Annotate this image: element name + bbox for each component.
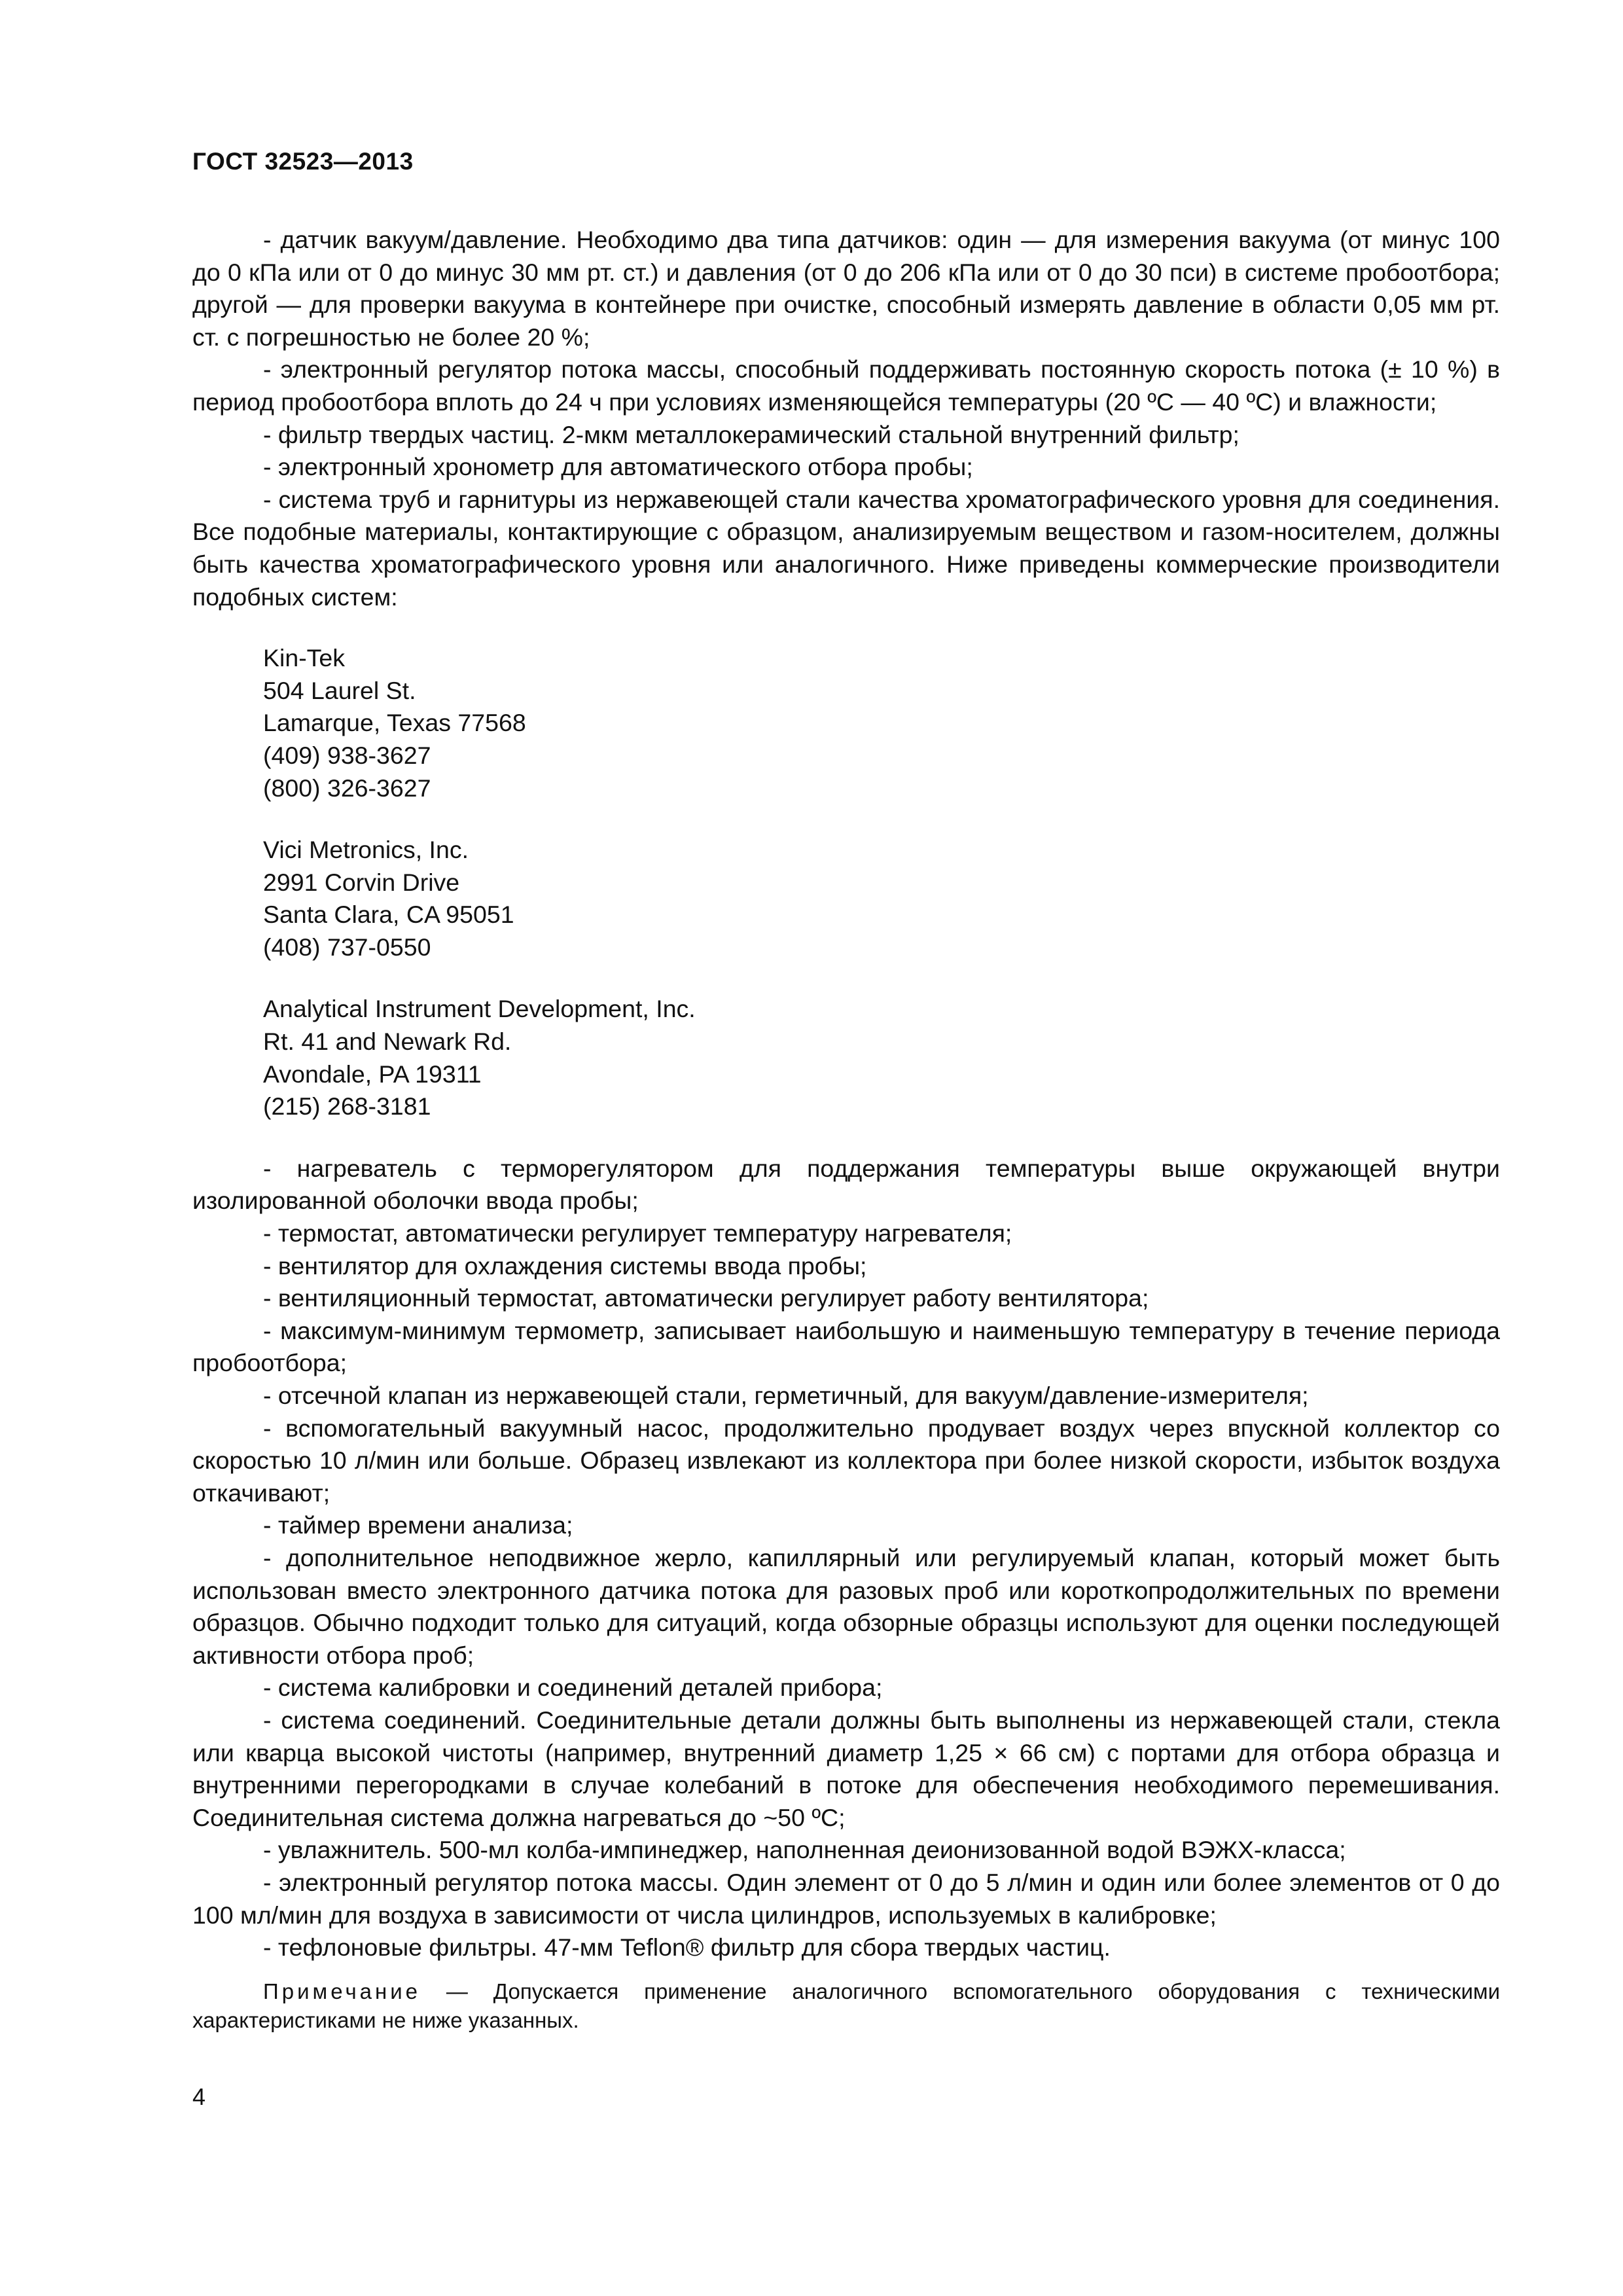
equipment-list-part-2	[192, 1153, 1500, 1964]
list-item: - отсечной клапан из нержавеющей стали, герметичный, для вакуум/давление-измерителя;	[263, 1382, 1309, 1409]
list-item: - система труб и гарнитуры из нержавеющей стали качества хроматографического уровня для соединения. Все подобные материалы, контактирующие с образцом, анализируемым веществом и газом-носителем, должны быть качества хроматографического уровня или аналогичного. Ниже приведены коммерческие производители подобных систем:	[192, 485, 1500, 611]
manufacturer-addresses	[263, 642, 1500, 1123]
list-item: - электронный хронометр для автоматического отбора пробы;	[263, 453, 973, 481]
list-item: - электронный регулятор потока массы. Один элемент от 0 до 5 л/мин и один или более элементов от 0 до 100 мл/мин для воздуха в зависимости от числа цилиндров, используемых в калибровке;	[192, 1868, 1500, 1929]
note-paragraph	[192, 1977, 1500, 2035]
list-item: - тефлоновые фильтры. 47-мм Teflon® фильтр для сбора твердых частиц.	[263, 1933, 1111, 1962]
address-line: Avondale, PA 19311	[263, 1060, 482, 1088]
address-line: 504 Laurel St.	[263, 676, 416, 704]
manufacturer-address	[263, 993, 1500, 1122]
manufacturer-name: Kin-Tek	[263, 644, 346, 672]
list-item: - дополнительное неподвижное жерло, капиллярный или регулируемый клапан, который может быть использован вместо электронного датчика потока для разовых проб или короткопродолжительных по времени образцов. Обычно подходит только для ситуаций, когда обзорные образцы используют для оценки последующей активности отбора проб;	[192, 1543, 1500, 1669]
list-item: - вспомогательный вакуумный насос, продолжительно продувает воздух через впускной коллектор со скоростью 10 л/мин или больше. Образец извлекают из коллектора при более низкой скорости, избыток воздуха откачивают;	[192, 1414, 1500, 1507]
list-item: - термостат, автоматически регулирует температуру нагревателя;	[263, 1219, 1012, 1247]
list-item: - увлажнитель. 500-мл колба-импинеджер, наполненная деионизованной водой ВЭЖХ-класса;	[263, 1836, 1346, 1864]
phone-number: (215) 268-3181	[263, 1092, 431, 1121]
standard-code-header: ГОСТ 32523—2013	[192, 148, 414, 175]
list-item: - таймер времени анализа;	[263, 1511, 573, 1539]
manufacturer-name: Analytical Instrument Development, Inc.	[263, 995, 696, 1023]
phone-number: (408) 737-0550	[263, 933, 431, 961]
list-item: - вентиляционный термостат, автоматически регулирует работу вентилятора;	[263, 1284, 1149, 1312]
address-line: Rt. 41 and Newark Rd.	[263, 1028, 512, 1056]
manufacturer-address	[263, 642, 1500, 804]
manufacturer-name: Vici Metronics, Inc.	[263, 836, 469, 864]
list-item: - система соединений. Соединительные детали должны быть выполнены из нержавеющей стали, стекла или кварца высокой чистоты (например, внутренний диаметр 1,25 × 66 см) с портами для отбора образца и внутренними перегородками в случае колебаний в потоке для обеспечения необходимого перемешивания. Соединительная система должна нагреваться до ~50 ºС;	[192, 1706, 1500, 1831]
address-line: Santa Clara, CA 95051	[263, 901, 514, 929]
note-label: Примечание	[263, 1979, 421, 2003]
equipment-list-part-1	[192, 224, 1500, 613]
note-text: — Допускается применение аналогичного вспомогательного оборудования с техническими характеристиками не ниже указанных.	[192, 1979, 1500, 2032]
list-item: - нагреватель с терморегулятором для поддержания температуры выше окружающей внутри изолированной оболочки ввода пробы;	[192, 1154, 1500, 1215]
address-line: Lamarque, Texas 77568	[263, 709, 526, 737]
phone-number: (800) 326-3627	[263, 774, 431, 802]
list-item: - фильтр твердых частиц. 2-мкм металлокерамический стальной внутренний фильтр;	[263, 420, 1240, 448]
list-item: - электронный регулятор потока массы, способный поддерживать постоянную скорость потока (± 10 %) в период пробоотбора вплоть до 24 ч при условиях изменяющейся температуры (20 ºС — 40 ºС) и влажности;	[192, 355, 1500, 416]
page-number: 4	[192, 2083, 206, 2110]
document-body	[192, 224, 1500, 2056]
manufacturer-address	[263, 834, 1500, 963]
list-item: - система калибровки и соединений деталей прибора;	[263, 1674, 883, 1702]
address-line: 2991 Corvin Drive	[263, 868, 460, 896]
phone-number: (409) 938-3627	[263, 741, 431, 769]
list-item: - максимум-минимум термометр, записывает наибольшую и наименьшую температуру в течение периода пробоотбора;	[192, 1316, 1500, 1377]
list-item: - датчик вакуум/давление. Необходимо два типа датчиков: один — для измерения вакуума (от минус 100 до 0 кПа или от 0 до минус 30 мм рт. ст.) и давления (от 0 до 206 кПа или от 0 до 30 пси) в системе пробоотбора; другой — для проверки вакуума в контейнере при очистке, способный измерять давление в области 0,05 мм рт. ст. с погрешностью не более 20 %;	[192, 226, 1500, 351]
list-item: - вентилятор для охлаждения системы ввода пробы;	[263, 1251, 867, 1280]
